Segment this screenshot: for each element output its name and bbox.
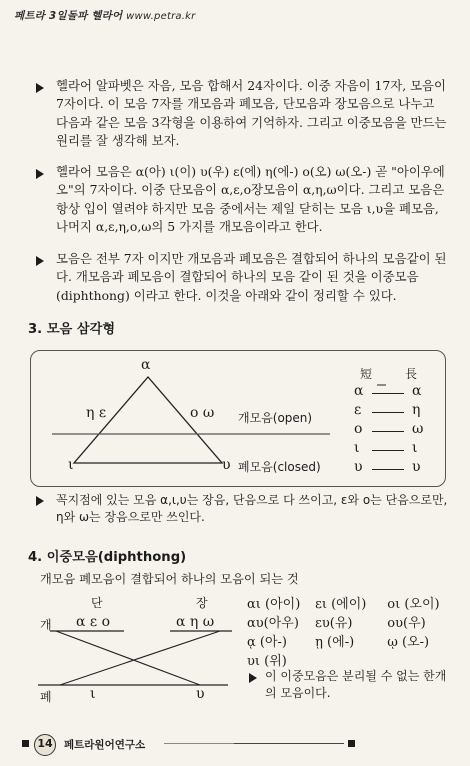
paragraph-alphabet: 헬라어 알파벳은 자음, 모음 합해서 24자이다. 이중 자음이 17자, 모음이 7자이다. 이 모음 7자를 개모음과 폐모음, 단모음과 장모음으로 나누고 다음과 같은 모음 3각형을 이용하여 기억하자. 그리고 이중모음을 만드는 원리를 잘 생각해 보자. [56,78,447,149]
pair-row: ε η [354,402,421,418]
bullet-triangle-icon [36,496,44,506]
publisher-label: 페트라원어연구소 [64,739,146,751]
closed-label: 폐모음(closed) [238,460,321,474]
running-header [14,8,195,23]
section-4-subtitle: 개모음 폐모음이 결합되어 하나의 모음이 되는 것 [40,572,299,586]
long-open-vowels: α η ω [176,614,215,630]
page-number: 14 [37,737,53,750]
long-label: 장 [196,596,208,610]
right-closed-vowel: υ [222,457,231,473]
left-open-vowels: η ε [86,405,107,421]
closed-right-vowel: υ [196,686,205,702]
paragraph-diphthong-intro: 모음은 전부 7자 이지만 개모음과 폐모음은 결합되어 하나의 모음같이 된다. 개모음과 폐모음이 결합되어 하나의 모음 같이 된 것을 이중모음(diphthong) 이라고 한다. 이것을 아래와 같이 정리할 수 있다. [56,251,447,303]
diphthong-row: υι (위) [247,654,287,669]
book-title: 페트라 3일돌파 헬라어 [14,10,123,22]
pair-row: ι ι [354,440,418,456]
bullet-triangle-icon [36,83,44,93]
left-closed-vowel: ι [68,457,74,473]
section-3-title: 3. 모음 삼각형 [28,322,116,337]
bullet-triangle-icon [36,169,44,179]
open-side-label: 개 [40,618,52,632]
pair-row: α α [354,383,422,399]
closed-side-label: 폐 [40,690,52,704]
bullet-triangle-icon [249,673,257,683]
right-open-vowels: ο ω [190,405,215,421]
section-4-note: 이 이중모음은 분리될 수 없는 한개의 모음이다. [265,669,447,700]
pair-row: ο ω [354,421,424,437]
short-open-vowels: α ε ο [76,614,111,630]
paragraph-vowels: 헬라어 모음은 α(아) ι(이) υ(우) ε(에) η(에-) ο(오) ω(오-) 곧 "아이우에오"의 7자이다. 이중 단모음이 α,ε,ο장모음이 α,η,ω이다. 그리고 모음은 항상 입이 열려야 하지만 모음 중에서는 제일 닫히는 모음 ι,υ을 폐모음, 나머지 α,ε,η,ο,ω의 5 가지를 개모음이라고 한다. [56,164,445,235]
open-label: 개모음(open) [238,411,313,425]
short-header: 短 [360,367,373,381]
section-4-title: 4. 이중모음(diphthong) [28,550,187,565]
diphthong-row: αι (아이) ει (에이) οι (오이) [247,597,440,612]
bullet-triangle-icon [36,256,44,266]
long-header: 長 [405,367,418,381]
short-label: 단 [91,596,103,610]
closed-left-vowel: ι [90,686,96,702]
pair-row: υ υ [354,459,421,475]
diphthong-row: ᾳ (아-) ῃ (에-) ῳ (오-) [247,635,430,650]
website-url: www.petra.kr [126,11,196,22]
section-3-note: 꼭지점에 있는 모음 α,ι,υ는 장음, 단음으로 다 쓰이고, ε와 ο는 단음으로만, η와 ω는 장음으로만 쓰인다. [56,493,448,524]
diphthong-row: αυ(아우) ευ(유) ου(우) [247,616,426,631]
apex-alpha: α [141,357,151,373]
